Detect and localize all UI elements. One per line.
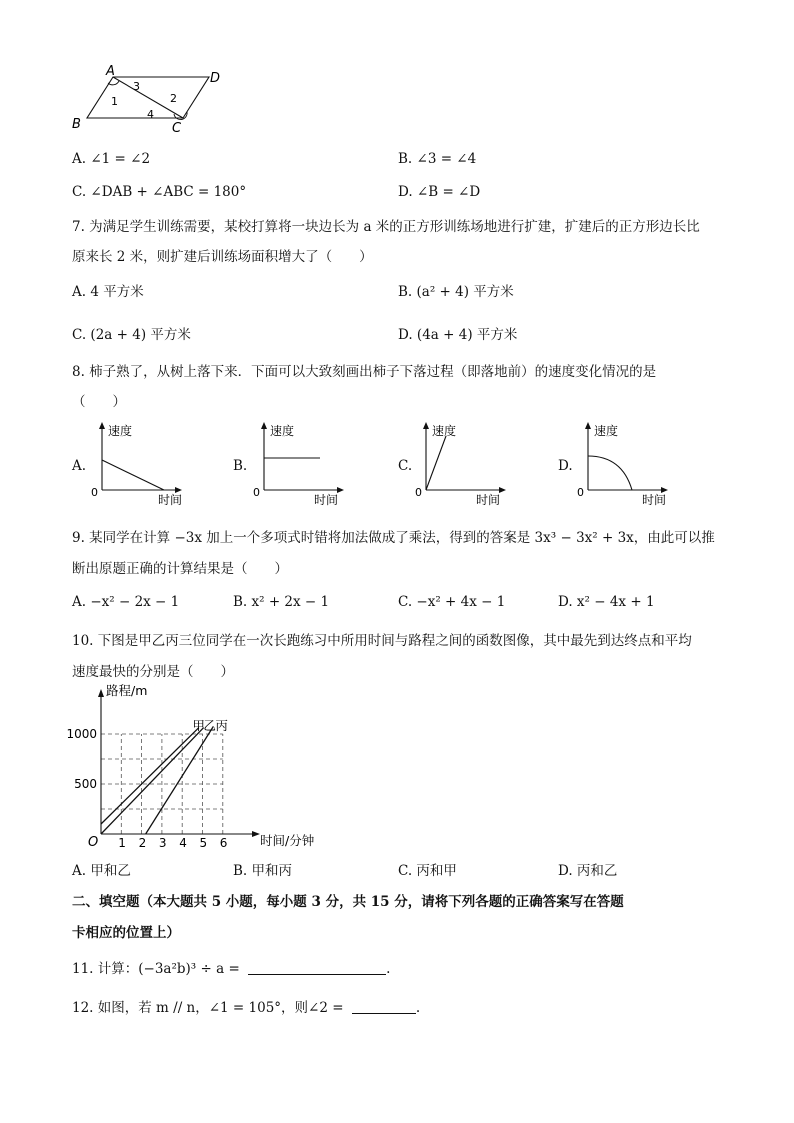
q10-stem-line1: 10. 下图是甲乙丙三位同学在一次长跑练习中所用时间与路程之间的函数图像，其中最先到达终点和平均 [72, 633, 692, 649]
chart-labels [66, 718, 227, 850]
q10-distance-time-chart [66, 682, 330, 854]
q10-option-c[interactable]: C. 丙和甲 [398, 863, 457, 879]
angle-label-1: 1 [111, 95, 118, 108]
q7-stem-line1: 7. 为满足学生训练需要，某校打算将一块边长为 a 米的正方形训练场地进行扩建，扩建后的正方形边长比 [72, 219, 700, 235]
q7-stem-line2: 原来长 2 米，则扩建后训练场面积增大了（ ） [72, 249, 373, 265]
label-b: B [72, 117, 81, 132]
q12-stem: 12. 如图，若 m // n，∠1 = 105°，则∠2 = [72, 1000, 344, 1016]
y-tick-label: 1000 [66, 727, 97, 741]
chart-x-label: 时间/分钟 [260, 833, 315, 848]
svg-text:0: 0 [415, 486, 422, 499]
x-tick-label: 3 [158, 836, 167, 850]
series-label-3: 丙 [215, 718, 228, 733]
angle-label-2: 2 [170, 92, 177, 105]
q12-answer-blank[interactable] [352, 999, 416, 1014]
q9-option-b[interactable]: B. x² + 2x − 1 [233, 594, 330, 610]
q9-stem-line1: 9. 某同学在计算 −3x 加上一个多项式时错将加法做成了乘法，得到的答案是 3x³ − 3x² + 3x，由此可以推 [72, 530, 715, 546]
svg-text:时间: 时间 [642, 493, 667, 506]
q8-option-c-label[interactable]: C. [398, 458, 413, 474]
x-tick-label: 6 [219, 836, 228, 850]
svg-text:0: 0 [253, 486, 260, 499]
q8-graph-a[interactable] [88, 420, 200, 506]
series-label-2: 乙 [203, 718, 216, 733]
chart-y-label: 路程/m [106, 683, 148, 698]
label-a: A [106, 64, 115, 79]
angle-label-4: 4 [147, 108, 154, 121]
q8-option-a-label[interactable]: A. [72, 458, 87, 474]
q10-stem-line2: 速度最快的分别是（ ） [72, 664, 234, 680]
q7-option-b[interactable]: B. (a² + 4) 平方米 [398, 284, 514, 300]
svg-text:速度: 速度 [270, 424, 295, 438]
q10-option-b[interactable]: B. 甲和丙 [233, 863, 293, 879]
section-2-heading-line1: 二、填空题（本大题共 5 小题，每小题 3 分，共 15 分，请将下列各题的正确答案写在答题 [72, 894, 624, 910]
q6-option-b[interactable]: B. ∠3 = ∠4 [398, 151, 477, 167]
chart-grid [101, 734, 223, 834]
svg-text:时间: 时间 [158, 493, 183, 506]
section-2-heading-line2: 卡相应的位置上） [72, 925, 180, 941]
q11-stem: 11. 计算：(−3a²b)³ ÷ a = [72, 961, 240, 977]
svg-text:时间: 时间 [476, 493, 501, 506]
svg-text:速度: 速度 [594, 424, 619, 438]
y-tick-label: 500 [74, 777, 97, 791]
q9-option-c[interactable]: C. −x² + 4x − 1 [398, 594, 506, 610]
q11-line: 11. 计算：(−3a²b)³ ÷ a = . [72, 961, 391, 977]
q9-option-a[interactable]: A. −x² − 2x − 1 [72, 594, 180, 610]
series-label-1: 甲 [192, 718, 205, 733]
q9-stem-line2: 断出原题正确的计算结果是（ ） [72, 561, 288, 577]
svg-text:速度: 速度 [432, 424, 457, 438]
svg-text:0: 0 [91, 486, 98, 499]
q8-stem-line1: 8. 柿子熟了，从树上落下来．下面可以大致刻画出柿子下落过程（即落地前）的速度变化情况的是 [72, 364, 657, 380]
q8-option-b-label[interactable]: B. [233, 458, 248, 474]
q8-graph-b[interactable] [250, 420, 362, 506]
svg-text:0: 0 [577, 486, 584, 499]
x-tick-label: 2 [138, 836, 147, 850]
chart-axes [98, 689, 260, 837]
q6-option-d[interactable]: D. ∠B = ∠D [398, 184, 481, 200]
chart-origin: O [88, 835, 99, 850]
q9-option-d[interactable]: D. x² − 4x + 1 [558, 594, 655, 610]
parallelogram-figure [66, 62, 236, 138]
q10-option-d[interactable]: D. 丙和乙 [558, 863, 618, 879]
x-tick-label: 4 [179, 836, 187, 850]
label-d: D [210, 71, 221, 86]
q12-line: 12. 如图，若 m // n，∠1 = 105°，则∠2 = . [72, 1000, 421, 1016]
q6-option-c[interactable]: C. ∠DAB + ∠ABC = 180° [72, 184, 247, 200]
chart-series [101, 726, 213, 834]
q11-answer-blank[interactable] [248, 960, 386, 975]
q8-graph-c[interactable] [412, 420, 524, 506]
q8-option-d-label[interactable]: D. [558, 458, 573, 474]
angle-label-3: 3 [133, 80, 140, 93]
x-tick-label: 1 [118, 836, 126, 850]
q6-option-a[interactable]: A. ∠1 = ∠2 [72, 151, 151, 167]
svg-text:速度: 速度 [108, 424, 133, 438]
series-line-2 [101, 728, 204, 834]
q10-option-a[interactable]: A. 甲和乙 [72, 863, 131, 879]
svg-text:时间: 时间 [314, 493, 339, 506]
series-line-1 [101, 728, 199, 824]
q7-option-d[interactable]: D. (4a + 4) 平方米 [398, 327, 518, 343]
q8-stem-line2: （ ） [72, 394, 126, 410]
label-c: C [172, 121, 182, 136]
q7-option-c[interactable]: C. (2a + 4) 平方米 [72, 327, 191, 343]
q8-graph-d[interactable] [574, 420, 686, 506]
x-tick-label: 5 [199, 836, 208, 850]
q7-option-a[interactable]: A. 4 平方米 [72, 284, 144, 300]
series-line-3 [146, 726, 214, 834]
